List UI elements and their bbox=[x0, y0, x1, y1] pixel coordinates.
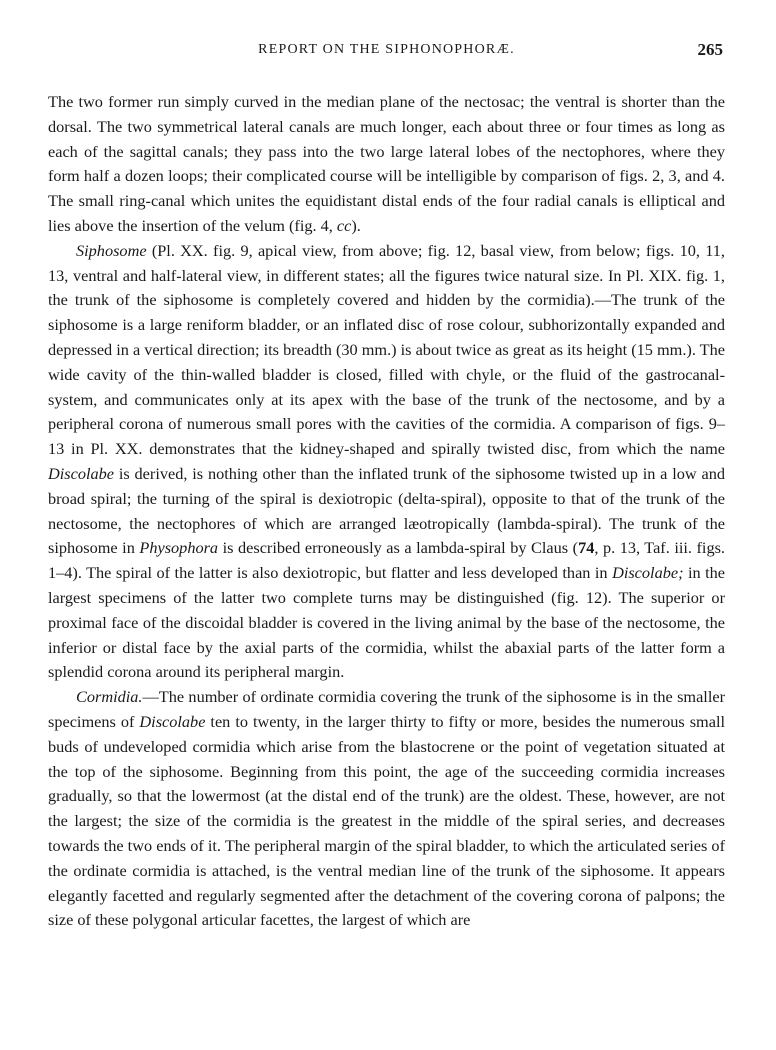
bold-text: 74 bbox=[578, 538, 595, 558]
italic-text: Discolabe bbox=[139, 711, 206, 731]
paragraph-text: —The number of ordinate cormidia covering the trunk of the siphosome is in the smaller specimens of bbox=[48, 687, 725, 731]
body-text bbox=[48, 90, 725, 933]
paragraph-text: is derived, is nothing other than the inflated trunk of the siphosome twisted up in a low and broad spiral; the turning of the spiral is dexiotropic (delta-spiral), opposite to that of the trunk of the nectosome, the nectophores of which are arranged læotropically (lambda-spiral). The trunk of the siphosome in bbox=[48, 463, 725, 558]
italic-text: Siphosome bbox=[76, 240, 147, 260]
paragraph-text: ). bbox=[351, 215, 361, 235]
italic-text: Physophora bbox=[139, 538, 219, 558]
running-header bbox=[48, 40, 725, 66]
italic-text: Discolabe bbox=[48, 463, 115, 483]
paragraph bbox=[48, 90, 725, 239]
page-number: 265 bbox=[697, 40, 723, 59]
italic-text: Discolabe; bbox=[612, 563, 684, 583]
paragraph-text: in the largest specimens of the latter two complete turns may be distinguished (fig. 12). The superior or proximal face of the discoidal bladder is covered in the living animal by the base of the nectosome, the inferior or distal face by the axial parts of the cormidia, whilst the abaxial parts of the latter form a splendid corona around its peripheral margin. bbox=[48, 563, 725, 682]
paragraph-text: , p. 13, Taf. iii. figs. 1–4). The spiral of the latter is also dexiotropic, but flatter and less developed than in bbox=[48, 538, 725, 583]
paragraph-text: (Pl. XX. fig. 9, apical view, from above; fig. 12, basal view, from below; figs. 10, 11, 13, ventral and half-lateral view, in different states; all the figures twice natural size. In Pl. XIX. fig. 1, the trunk of the siphosome is completely covered and hidden by the cormidia).—The trunk of the siphosome is a large reniform bladder, or an inflated disc of rose colour, subhorizontally expanded and depressed in a vertical direction; its breadth (30 mm.) is about twice as great as its height (15 mm.). The wide cavity of the thin-walled bladder is closed, filled with chyle, or the fluid of the gastrocanal-system, and communicates only at its apex with the base of the trunk of the nectosome, and by a peripheral corona of numerous small pores with the cavities of the cormidia. A comparison of figs. 9–13 in Pl. XX. demonstrates that the kidney-shaped and spirally twisted disc, from which the name bbox=[48, 240, 725, 459]
italic-text: Cormidia. bbox=[76, 687, 143, 707]
paragraph-text: The two former run simply curved in the median plane of the nectosac; the ventral is shorter than the dorsal. The two symmetrical lateral canals are much longer, each about three or four times as long as each of the sagittal canals; they pass into the two large lateral lobes of the nectophores, where they form half a dozen loops; their complicated course will be intelligible by comparison of figs. 2, 3, and 4. The small ring-canal which unites the equidistant distal ends of the four radial canals is elliptical and lies above the insertion of the velum (fig. 4, bbox=[48, 92, 725, 235]
paragraph-text: is described erroneously as a lambda-spiral by Claus ( bbox=[218, 538, 579, 558]
document-page bbox=[48, 40, 725, 933]
italic-text: cc bbox=[336, 215, 352, 235]
paragraph bbox=[48, 239, 725, 685]
paragraph bbox=[48, 685, 725, 933]
paragraph-text: ten to twenty, in the larger thirty to fifty or more, besides the numerous small buds of undeveloped cormidia which arise from the blastocrene or the point of vegetation situated at the top of the siphosome. Beginning from this point, the age of the succeeding cormidia increases gradually, so that the lowermost (at the distal end of the trunk) are the oldest. These, however, are not the largest; the size of the cormidia is the greatest in the middle of the spiral series, and decreases towards the two ends of it. The peripheral margin of the spiral bladder, to which the articulated series of the ordinate cormidia is attached, is the ventral median line of the trunk of the siphosome. It appears elegantly facetted and regularly segmented after the detachment of the covering corona of palpons; the size of these polygonal articular facettes, the largest of which are bbox=[48, 711, 725, 930]
running-title: REPORT ON THE SIPHONOPHORÆ. bbox=[258, 42, 515, 57]
